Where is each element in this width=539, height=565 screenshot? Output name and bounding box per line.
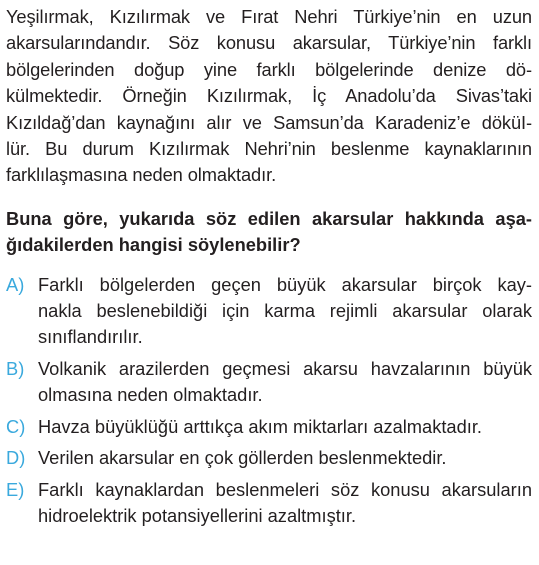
option-letter: D) xyxy=(6,447,26,469)
passage-line: lür. Bu durum Kızılırmak Nehri’nin beslenme kaynaklarının xyxy=(6,138,532,160)
option-c[interactable] xyxy=(6,414,532,440)
passage-line: Kızıldağ’dan kaynağını alır ve Samsun’da Karadeniz’e döküI- xyxy=(6,111,532,133)
passage-line: Yeşilırmak, Kızılırmak ve Fırat Nehri Türkiye’nin en uzun xyxy=(6,6,532,27)
question-page xyxy=(6,4,532,534)
option-letter: B) xyxy=(6,357,25,379)
option-line: Farklı kaynaklardan beslenmeleri söz konusu akarsuların xyxy=(38,478,532,500)
question-line: ğıdakilerden hangisi söylenebilir? xyxy=(6,234,301,256)
option-b[interactable] xyxy=(6,356,532,409)
passage-line: farklılaşmasına neden olmaktadır. xyxy=(6,164,277,186)
option-line: hidroelektrik potansiyellerini azaltmıştır. xyxy=(38,504,357,526)
option-line: nakla beslenebildiği için karma rejimli akarsular olarak xyxy=(38,300,532,322)
option-d[interactable] xyxy=(6,445,532,471)
option-line: Volkanik arazilerden geçmesi akarsu havzalarının büyük xyxy=(38,357,532,379)
passage-line: külmektedir. Örneğin Kızılırmak, İç Anadolu’da Sivas’taki xyxy=(6,85,532,107)
option-line: Verilen akarsular en çok göllerden beslenmektedir. xyxy=(38,447,447,469)
option-letter: C) xyxy=(6,415,26,437)
option-e[interactable] xyxy=(6,477,532,530)
option-letter: E) xyxy=(6,478,25,500)
option-a[interactable] xyxy=(6,272,532,351)
option-line: Havza büyüklüğü arttıkça akım miktarları azalmaktadır. xyxy=(38,415,482,437)
option-line: olmasına neden olmaktadır. xyxy=(38,384,263,406)
answer-options xyxy=(6,272,532,530)
question-line: Buna göre, yukarıda söz edilen akarsular hakkında aşa- xyxy=(6,207,532,229)
passage-line: bölgelerinden doğup yine farklı bölgelerinde denize dö- xyxy=(6,58,532,80)
option-line: Farklı bölgelerden geçen büyük akarsular birçok kay- xyxy=(38,273,532,295)
option-line: sınıflandırılır. xyxy=(38,326,143,348)
option-letter: A) xyxy=(6,273,25,295)
passage-text xyxy=(6,4,532,189)
question-stem xyxy=(6,206,532,259)
passage-line: akarsularındandır. Söz konusu akarsular, Türkiye’nin farklı xyxy=(6,32,532,54)
